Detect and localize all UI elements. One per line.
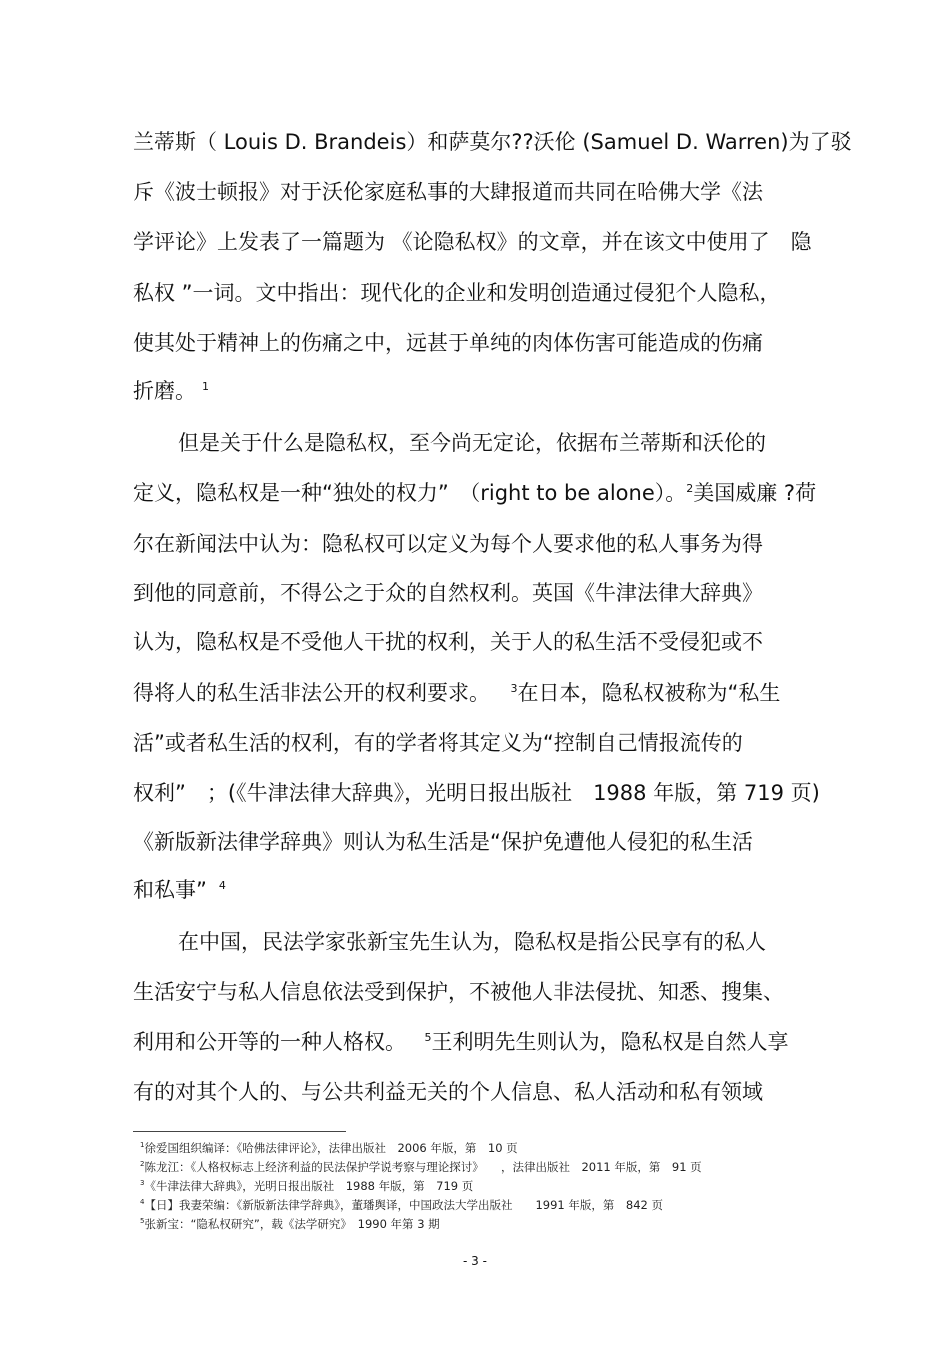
body-line: 在中国，民法学家张新宝先生认为，隐私权是指公民享有的私人 [178, 930, 766, 954]
footnote-number: 2 [140, 1160, 145, 1169]
body-line [133, 1029, 789, 1055]
body-line [133, 378, 209, 404]
body-text: 利用和公开等的一种人格权。 [133, 1030, 417, 1054]
body-line [133, 480, 816, 506]
footnote-ref[interactable]: 2 [686, 482, 694, 495]
footnote [140, 1141, 518, 1155]
body-line: 斥《波士顿报》对于沃伦家庭私事的大肆报道而共同在哈佛大学《法 [133, 180, 763, 204]
footnote-ref[interactable]: 3 [510, 682, 518, 695]
footnote-text: 《牛津法律大辞典》，光明日报出版社 1988 年版，第 719 页 [144, 1179, 474, 1193]
body-line: 权利” ；(《牛津法律大辞典》，光明日报出版社 1988 年版，第 719 页) [133, 781, 820, 805]
body-line: 兰蒂斯（ Louis D. Brandeis）和萨莫尔??沃伦 (Samuel D. Warren)为了驳 [133, 130, 852, 154]
body-line: 《新版新法律学辞典》则认为私生活是“保护免遭他人侵犯的私生活 [133, 830, 753, 854]
footnote [140, 1217, 440, 1231]
body-text: 在日本，隐私权被称为“私生 [517, 681, 781, 705]
body-line: 私权 ”一词。文中指出：现代化的企业和发明创造通过侵犯个人隐私， [133, 281, 781, 305]
footnote [140, 1179, 473, 1193]
footnote-number: 5 [140, 1217, 145, 1226]
footnote-number: 4 [140, 1198, 145, 1207]
footnote-text: 陈龙江：《人格权标志上经济利益的民法保护学说考察与理论探讨》 ，法律出版社 2011 年版，第 91 页 [144, 1160, 702, 1174]
footnote [140, 1160, 702, 1174]
body-text: 王利明先生则认为，隐私权是自然人享 [431, 1030, 789, 1054]
body-line: 认为，隐私权是不受他人干扰的权利，关于人的私生活不受侵犯或不 [133, 630, 763, 654]
footnote-ref[interactable]: 5 [424, 1031, 432, 1044]
body-line: 到他的同意前，不得公之于众的自然权利。英国《牛津法律大辞典》 [133, 581, 763, 605]
body-line: 使其处于精神上的伤痛之中，远甚于单纯的肉体伤害可能造成的伤痛 [133, 331, 763, 355]
body-line: 活”或者私生活的权利，有的学者将其定义为“控制自己情报流传的 [133, 731, 743, 755]
page-number: - 3 - [463, 1254, 487, 1268]
body-line: 学评论》上发表了一篇题为 《论隐私权》的文章，并在该文中使用了 隐 [133, 230, 812, 254]
body-line: 但是关于什么是隐私权，至今尚无定论，依据布兰蒂斯和沃伦的 [178, 431, 766, 455]
body-line: 生活安宁与私人信息依法受到保护，不被他人非法侵扰、知悉、搜集、 [133, 980, 784, 1004]
body-line: 有的对其个人的、与公共利益无关的个人信息、私人活动和私有领域 [133, 1080, 763, 1104]
footnote-text: 张新宝：“隐私权研究”，载《法学研究》 1990 年第 3 期 [144, 1217, 440, 1231]
footnote-ref[interactable]: 4 [218, 879, 226, 892]
body-line [133, 680, 780, 706]
footnote-separator [133, 1131, 346, 1132]
footnote-text: 徐爱国组织编译：《哈佛法律评论》，法律出版社 2006 年版，第 10 页 [144, 1141, 518, 1155]
body-text: 和私事” [133, 878, 207, 902]
body-text: 得将人的私生活非法公开的权利要求。 [133, 681, 501, 705]
footnote [140, 1198, 663, 1212]
body-text: 定义，隐私权是一种“独处的权力” （right to be alone）。 [133, 481, 687, 505]
body-text: 美国威廉 ?荷 [693, 481, 817, 505]
body-text: 折磨。 [133, 379, 196, 403]
footnote-text: 【日】我妻荣编：《新版新法律学辞典》，董璠舆译，中国政法大学出版社 1991 年版，第 842 页 [144, 1198, 663, 1212]
footnote-number: 3 [140, 1179, 145, 1188]
footnote-number: 1 [140, 1141, 145, 1150]
body-line [133, 877, 226, 903]
body-line: 尔在新闻法中认为：隐私权可以定义为每个人要求他的私人事务为得 [133, 532, 763, 556]
footnote-ref[interactable]: 1 [202, 380, 209, 393]
